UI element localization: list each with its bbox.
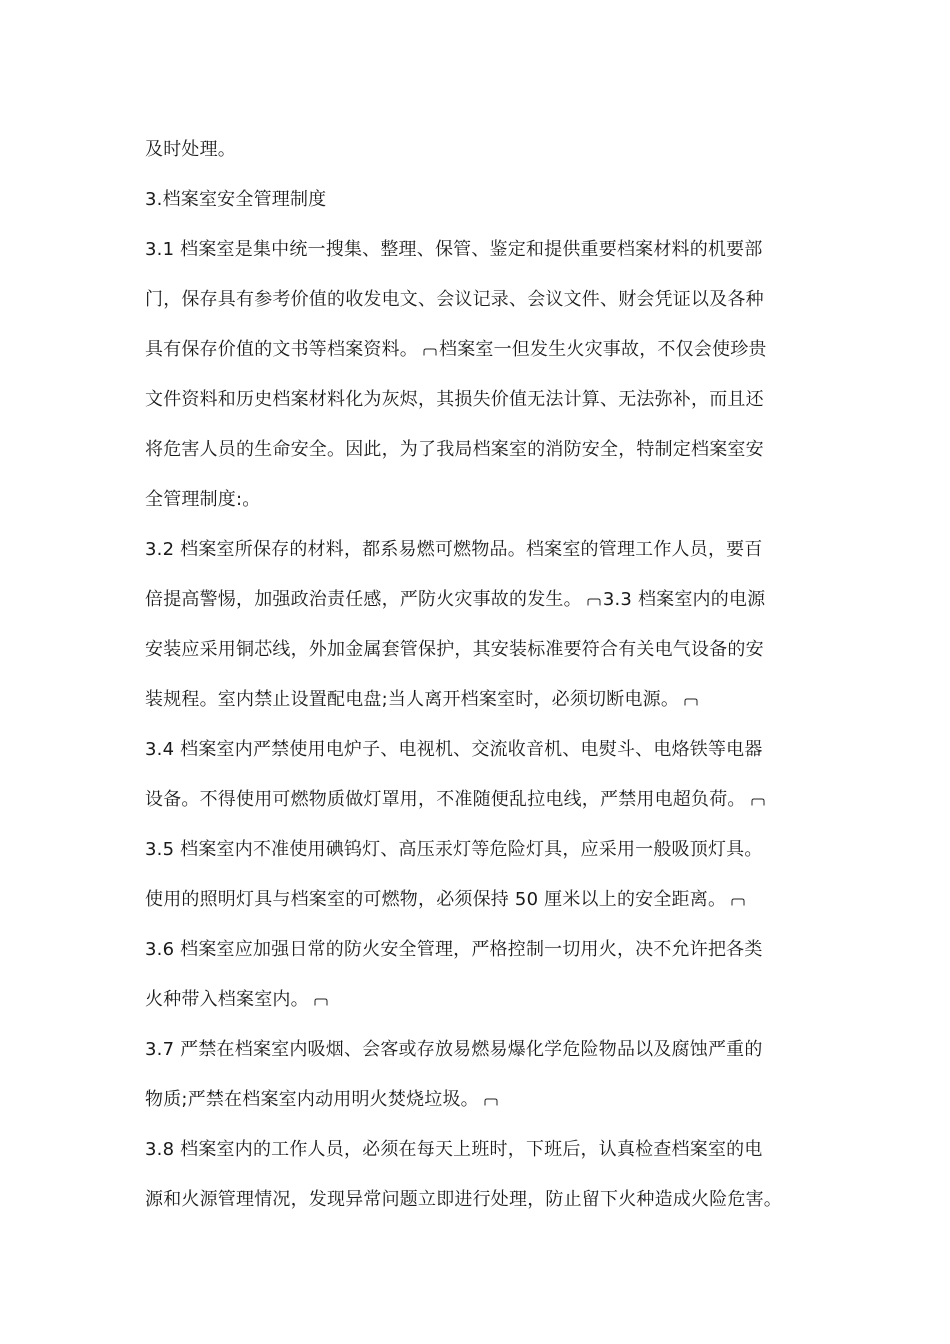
line-text: 3.7 严禁在档案室内吸烟、会客或存放易燃易爆化学危险物品以及腐蚀严重的 <box>145 1039 763 1060</box>
text-line <box>145 1038 763 1062</box>
line-text: 3.1 档案室是集中统一搜集、整理、保管、鉴定和提供重要档案材料的机要部 <box>145 239 763 260</box>
line-text: 全管理制度:。 <box>145 489 261 510</box>
line-text: 源和火源管理情况，发现异常问题立即进行处理，防止留下火种造成火险危害。 <box>145 1189 782 1210</box>
text-line <box>145 988 330 1012</box>
paragraph-mark-icon <box>484 1098 498 1106</box>
line-text: 3.2 档案室所保存的材料，都系易燃可燃物品。档案室的管理工作人员，要百 <box>145 539 763 560</box>
text-line <box>145 1188 782 1212</box>
line-text: 3.6 档案室应加强日常的防火安全管理，严格控制一切用火，决不允许把各类 <box>145 939 763 960</box>
text-line <box>145 638 764 662</box>
line-text: 火种带入档案室内。 <box>145 989 309 1010</box>
line-text: 3.3 档案室内的电源 <box>602 589 766 610</box>
text-line <box>145 488 260 512</box>
line-text: 使用的照明灯具与档案室的可燃物，必须保持 50 厘米以上的安全距离。 <box>145 889 727 910</box>
text-line <box>145 588 765 612</box>
text-line <box>145 338 767 362</box>
text-line <box>145 938 763 962</box>
line-text: 安装应采用铜芯线，外加金属套管保护，其安装标准要符合有关电气设备的安 <box>145 639 764 660</box>
paragraph-mark-icon <box>731 898 745 906</box>
line-text: 3.4 档案室内严禁使用电炉子、电视机、交流收音机、电熨斗、电烙铁等电器 <box>145 739 763 760</box>
paragraph-mark-icon <box>423 348 437 356</box>
text-line <box>145 788 767 812</box>
text-line <box>145 388 764 412</box>
line-text: 3.8 档案室内的工作人员，必须在每天上班时，下班后，认真检查档案室的电 <box>145 1139 763 1160</box>
paragraph-mark-icon <box>587 598 601 606</box>
line-text: 及时处理。 <box>145 139 236 160</box>
line-text: 档案室一但发生火灾事故，不仅会使珍贵 <box>439 339 767 360</box>
paragraph-mark-icon <box>684 698 698 706</box>
text-line <box>145 688 700 712</box>
text-line <box>145 738 763 762</box>
line-text: 物质;严禁在档案室内动用明火焚烧垃圾。 <box>145 1089 479 1110</box>
line-text: 设备。不得使用可燃物质做灯罩用，不准随便乱拉电线，严禁用电超负荷。 <box>145 789 746 810</box>
text-line <box>145 888 747 912</box>
text-line <box>145 288 764 312</box>
line-text: 3.5 档案室内不准使用碘钨灯、高压汞灯等危险灯具，应采用一般吸顶灯具。 <box>145 839 763 860</box>
text-line <box>145 538 763 562</box>
line-text: 装规程。室内禁止设置配电盘;当人离开档案室时，必须切断电源。 <box>145 689 680 710</box>
section-heading <box>145 188 326 212</box>
line-text: 倍提高警惕，加强政治责任感，严防火灾事故的发生。 <box>145 589 582 610</box>
line-text: 门，保存具有参考价值的收发电文、会议记录、会议文件、财会凭证以及各种 <box>145 289 764 310</box>
line-text: 将危害人员的生命安全。因此，为了我局档案室的消防安全，特制定档案室安 <box>145 439 764 460</box>
line-text: 3.档案室安全管理制度 <box>145 189 327 210</box>
text-line <box>145 238 763 262</box>
text-line <box>145 438 764 462</box>
text-line <box>145 838 763 862</box>
text-line <box>145 138 236 162</box>
line-text: 文件资料和历史档案材料化为灰烬，其损失价值无法计算、无法弥补，而且还 <box>145 389 764 410</box>
text-line <box>145 1138 763 1162</box>
line-text: 具有保存价值的文书等档案资料。 <box>145 339 418 360</box>
text-line <box>145 1088 500 1112</box>
paragraph-mark-icon <box>314 998 328 1006</box>
paragraph-mark-icon <box>751 798 765 806</box>
